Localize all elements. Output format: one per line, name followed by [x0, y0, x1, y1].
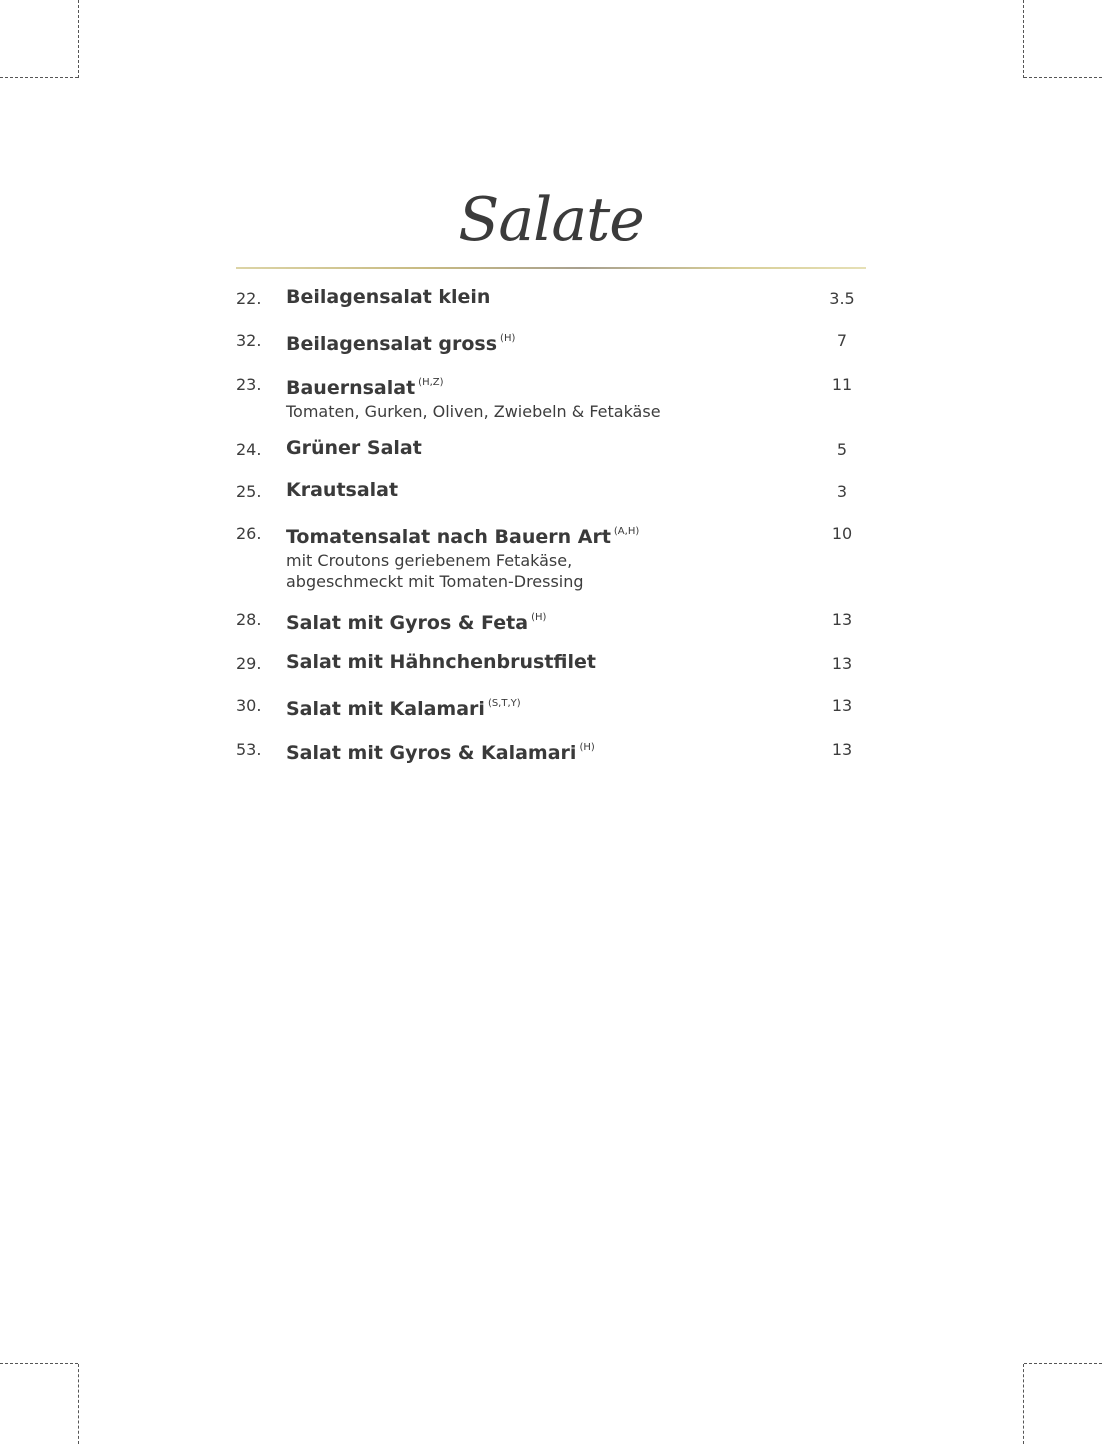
item-number: 22. [236, 289, 262, 308]
item-description: Tomaten, Gurken, Oliven, Zwiebeln & Fetakäse [286, 402, 661, 421]
page-title: Salate [458, 185, 644, 255]
item-name: Salat mit Hähnchenbrustfilet [286, 651, 596, 673]
item-allergens: (H) [500, 333, 516, 344]
item-allergens: (S,T,Y) [487, 698, 521, 709]
item-price: 3 [836, 482, 848, 501]
item-allergens: (H) [579, 742, 595, 753]
menu-item [236, 735, 866, 779]
item-number: 32. [236, 331, 262, 350]
item-name: Grüner Salat [286, 437, 422, 459]
item-price: 13 [831, 610, 853, 629]
item-price: 7 [836, 331, 848, 350]
item-price: 13 [831, 740, 853, 759]
item-price: 10 [831, 524, 853, 543]
title-divider [236, 267, 866, 269]
item-number: 26. [236, 524, 262, 543]
menu-item [236, 605, 866, 649]
item-number: 24. [236, 440, 262, 459]
menu-item [236, 284, 866, 326]
menu-item [236, 691, 866, 735]
item-number: 29. [236, 654, 262, 673]
item-allergens: (H,Z) [418, 377, 444, 388]
item-name: Salat mit Gyros & Feta [286, 612, 529, 634]
menu-item [236, 370, 866, 435]
item-allergens: (H) [531, 612, 547, 623]
item-name: Beilagensalat klein [286, 286, 491, 308]
item-description-line-2: abgeschmeckt mit Tomaten-Dressing [286, 572, 584, 591]
item-price: 5 [836, 440, 848, 459]
menu-item [236, 435, 866, 477]
menu-list [236, 284, 866, 779]
menu-item [236, 649, 866, 691]
menu-item [236, 477, 866, 519]
item-number: 30. [236, 696, 262, 715]
item-price: 13 [831, 696, 853, 715]
menu-item [236, 519, 866, 605]
item-name: Krautsalat [286, 479, 399, 501]
item-price: 3.5 [829, 289, 855, 308]
item-description: mit Croutons geriebenem Fetakäse, [286, 551, 573, 570]
item-name: Salat mit Gyros & Kalamari [286, 742, 577, 764]
item-number: 23. [236, 375, 262, 394]
item-name: Beilagensalat gross [286, 333, 498, 355]
item-name: Tomatensalat nach Bauern Art [286, 526, 611, 548]
item-number: 25. [236, 482, 262, 501]
item-name: Salat mit Kalamari [286, 698, 485, 720]
item-price: 13 [831, 654, 853, 673]
menu-item [236, 326, 866, 370]
item-allergens: (A,H) [613, 526, 640, 537]
item-price: 11 [831, 375, 853, 394]
item-number: 28. [236, 610, 262, 629]
item-number: 53. [236, 740, 262, 759]
item-name: Bauernsalat [286, 377, 416, 399]
